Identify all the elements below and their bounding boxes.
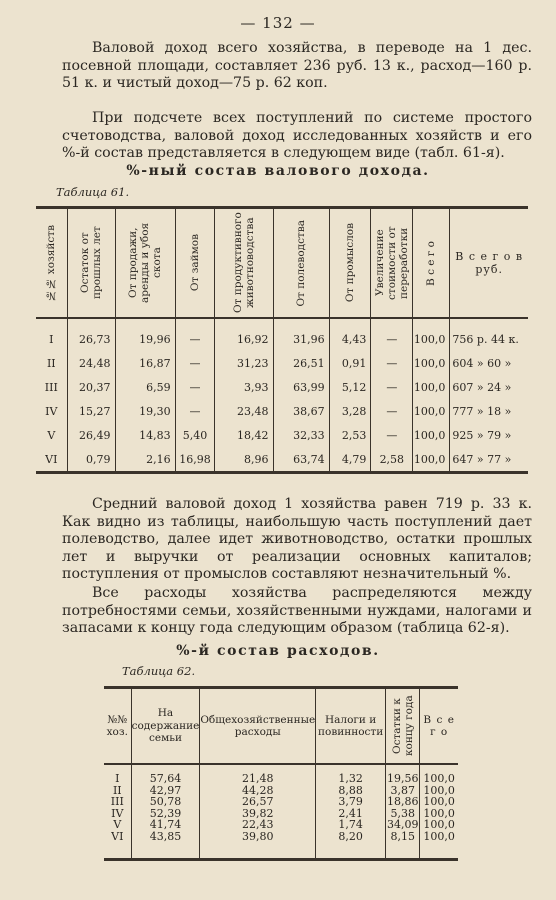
t61-header-loans-text: От займов xyxy=(189,234,202,292)
table-cell: 63,99 xyxy=(273,375,329,399)
table-cell: I xyxy=(49,332,54,346)
t61-header-animal-husbandry xyxy=(215,208,273,319)
table62-header-row xyxy=(104,688,458,765)
t61-header-animal-husbandry-text: От продуктивного животноводства xyxy=(231,212,256,314)
table-cell: 1,32 xyxy=(316,764,386,785)
table-cell: — xyxy=(175,351,215,375)
table-cell: 100,0 xyxy=(420,785,458,797)
table-cell: II xyxy=(46,356,56,370)
t61-header-processing-text: Увеличение стоимости от переработки xyxy=(373,226,410,300)
table-cell: 756 р. 44 к. xyxy=(450,318,528,351)
t61-header-processing xyxy=(371,208,413,319)
table-cell: 5,40 xyxy=(175,423,215,447)
table-cell: 8,96 xyxy=(215,447,273,473)
table62-title: %-й состав расходов. xyxy=(176,643,380,659)
t61-header-total-pct xyxy=(413,208,450,319)
table-cell: 3,87 xyxy=(386,785,420,797)
table-cell: 100,0 xyxy=(420,831,458,860)
table61-body xyxy=(36,318,528,473)
t62-header-general: Общехозяйственные расходы xyxy=(200,688,316,765)
table-cell: 8,20 xyxy=(316,831,386,860)
table-cell: 607 » 24 » xyxy=(450,375,528,399)
t61-header-field-crops-text: От полеводства xyxy=(295,219,308,307)
table-cell: 2,58 xyxy=(371,447,413,473)
table-cell: 100,0 xyxy=(413,351,450,375)
table-cell: III xyxy=(44,380,58,394)
paragraph-expenses-text: Все расходы хозяйства распределяются между потребностями семьи, хозяйственными нуждами, налогами и запасами к концу года следующим образом (таблица 62-я). xyxy=(62,585,532,636)
table62-label: Таблица 62. xyxy=(122,664,196,678)
t61-header-livestock-sale-text: От продажи, аренды и убоя скота xyxy=(127,222,164,304)
t61-header-farm xyxy=(36,208,67,319)
table-cell: 44,28 xyxy=(200,785,316,797)
table-cell: 52,39 xyxy=(131,808,200,820)
table-cell: 20,37 xyxy=(67,375,115,399)
table-cell: 34,09 xyxy=(386,818,419,831)
table-cell: 31,96 xyxy=(273,318,329,351)
table-row xyxy=(104,796,458,808)
table-row xyxy=(36,423,528,447)
table-cell: 604 » 60 » xyxy=(450,351,528,375)
table-cell: 8,15 xyxy=(386,831,420,860)
table-cell: — xyxy=(175,318,215,351)
table-cell: III xyxy=(110,795,124,808)
table-cell: IV xyxy=(111,806,124,820)
table-cell: 925 » 79 » xyxy=(450,423,528,447)
t62-header-taxes: Налоги и повинности xyxy=(316,688,386,765)
table-cell: 18,86 xyxy=(386,795,419,808)
table-cell: — xyxy=(371,375,413,399)
paragraph-accounting-text: При подсчете всех поступлений по системе простого счетоводства, валовой доход исследованных хозяйств и его %-й состав представляется в следующем виде (табл. 61-я). xyxy=(62,110,532,161)
t62-header-remainders xyxy=(386,688,420,765)
table-cell: 2,16 xyxy=(115,447,175,473)
table-cell: 8,88 xyxy=(316,785,386,797)
table-cell: 15,27 xyxy=(67,399,115,423)
table-row xyxy=(36,399,528,423)
table-cell: VI xyxy=(111,829,124,843)
table-cell: 16,92 xyxy=(215,318,273,351)
table-cell: 22,43 xyxy=(200,819,316,831)
table-cell: 5,38 xyxy=(386,808,420,820)
table-cell: 42,97 xyxy=(131,785,200,797)
table-cell: 2,53 xyxy=(329,423,371,447)
table-expenses xyxy=(104,686,458,861)
table-cell: 3,28 xyxy=(329,399,371,423)
page-number: — 132 — xyxy=(240,14,316,32)
t62-header-total: В с е г о xyxy=(420,688,458,765)
table-cell: 2,41 xyxy=(316,808,386,820)
table-cell: 1,74 xyxy=(316,819,386,831)
table62-body xyxy=(104,764,458,860)
table-cell: 100,0 xyxy=(420,796,458,808)
table-cell: 31,23 xyxy=(215,351,273,375)
table-cell: 26,49 xyxy=(67,423,115,447)
t62-header-farm: №№ хоз. xyxy=(104,688,131,765)
t61-header-remainder xyxy=(67,208,115,319)
table-cell: 39,82 xyxy=(200,808,316,820)
table-cell: 0,91 xyxy=(329,351,371,375)
table-cell: II xyxy=(112,783,122,797)
table-row xyxy=(104,831,458,860)
table-cell: 16,98 xyxy=(175,447,215,473)
table-cell: 63,74 xyxy=(273,447,329,473)
table-cell: 3,93 xyxy=(215,375,273,399)
table-cell: 19,30 xyxy=(115,399,175,423)
table-cell: 5,12 xyxy=(329,375,371,399)
table-cell: 41,74 xyxy=(131,819,200,831)
t61-header-remainder-text: Остаток от прошлых лет xyxy=(79,226,104,300)
paragraph-average-text: Средний валовой доход 1 хозяйства равен 719 р. 33 к. Как видно из таблицы, наибольшую часть поступлений дает полеводство, далее идет животноводство, остатки прошлых лет и выручки от реализации основных капиталов; поступления от промыслов составляют незначительный %. xyxy=(62,496,532,582)
t61-header-total-rub: В с е г о в руб. xyxy=(450,208,528,319)
t62-header-family: На содержание семьи xyxy=(131,688,200,765)
table-cell: VI xyxy=(45,452,58,466)
paragraph-average xyxy=(62,496,532,584)
table-cell: — xyxy=(371,351,413,375)
table-cell: 21,48 xyxy=(200,764,316,785)
table-cell: 100,0 xyxy=(420,808,458,820)
table-cell: — xyxy=(371,318,413,351)
table-cell: 19,56 xyxy=(386,764,420,785)
table-cell: 14,83 xyxy=(115,423,175,447)
table-cell: 100,0 xyxy=(413,423,450,447)
table-row xyxy=(104,764,458,785)
table-cell: 26,57 xyxy=(200,796,316,808)
paragraph-expenses xyxy=(62,585,532,638)
table-cell: — xyxy=(175,399,215,423)
table-cell: 32,33 xyxy=(273,423,329,447)
table61-title: %-ный состав валового дохода. xyxy=(126,163,430,179)
table-row xyxy=(36,318,528,351)
table-cell: 4,79 xyxy=(329,447,371,473)
table-cell: — xyxy=(371,399,413,423)
table-cell: 100,0 xyxy=(413,399,450,423)
t61-header-crafts-text: От промыслов xyxy=(344,223,357,303)
t61-header-loans xyxy=(175,208,215,319)
paragraph-income xyxy=(62,40,532,93)
table-cell: 57,64 xyxy=(131,764,200,785)
table-cell: 24,48 xyxy=(67,351,115,375)
table61-label: Таблица 61. xyxy=(56,185,130,199)
table-cell: 4,43 xyxy=(329,318,371,351)
table-cell: 647 » 77 » xyxy=(450,447,528,473)
table-cell: 100,0 xyxy=(413,447,450,473)
paragraph-accounting xyxy=(62,110,532,163)
table-cell: 26,73 xyxy=(67,318,115,351)
table-cell: 3,79 xyxy=(316,796,386,808)
table-cell: 100,0 xyxy=(413,318,450,351)
table-cell: V xyxy=(113,818,122,831)
table-row xyxy=(36,351,528,375)
table-cell: 39,80 xyxy=(200,831,316,860)
table-cell: 0,79 xyxy=(67,447,115,473)
table-cell: 43,85 xyxy=(131,831,200,860)
table-cell: 777 » 18 » xyxy=(450,399,528,423)
table-cell: V xyxy=(47,428,56,442)
t61-header-livestock-sale xyxy=(115,208,175,319)
table-cell: 38,67 xyxy=(273,399,329,423)
table-cell: I xyxy=(115,772,120,785)
table-cell: — xyxy=(371,423,413,447)
table-cell: 100,0 xyxy=(420,764,458,785)
table-cell: 23,48 xyxy=(215,399,273,423)
table-cell: 100,0 xyxy=(413,375,450,399)
table-row xyxy=(36,447,528,473)
table-cell: 50,78 xyxy=(131,796,200,808)
table-row xyxy=(36,375,528,399)
t61-header-total-pct-text: В с е г о xyxy=(425,240,438,286)
t62-header-remainders-text: Остатки к концу года xyxy=(390,695,415,757)
table-gross-income xyxy=(36,206,528,474)
table61-header-row xyxy=(36,208,528,319)
t61-header-farm-text: №№ хозяйств xyxy=(45,224,58,302)
table-cell: 19,96 xyxy=(115,318,175,351)
table-cell: 100,0 xyxy=(420,819,458,831)
table-row xyxy=(104,819,458,831)
paragraph-income-text: Валовой доход всего хозяйства, в переводе на 1 дес. посевной площади, составляет 236 руб. 13 к., расход—160 р. 51 к. и чистый доход—75 р. 62 коп. xyxy=(62,40,532,91)
table-cell: IV xyxy=(45,404,58,418)
table-cell: 26,51 xyxy=(273,351,329,375)
table-cell: 6,59 xyxy=(115,375,175,399)
t61-header-field-crops xyxy=(273,208,329,319)
table-cell: 16,87 xyxy=(115,351,175,375)
t61-header-crafts xyxy=(329,208,371,319)
table-cell: 18,42 xyxy=(215,423,273,447)
table-cell: — xyxy=(175,375,215,399)
